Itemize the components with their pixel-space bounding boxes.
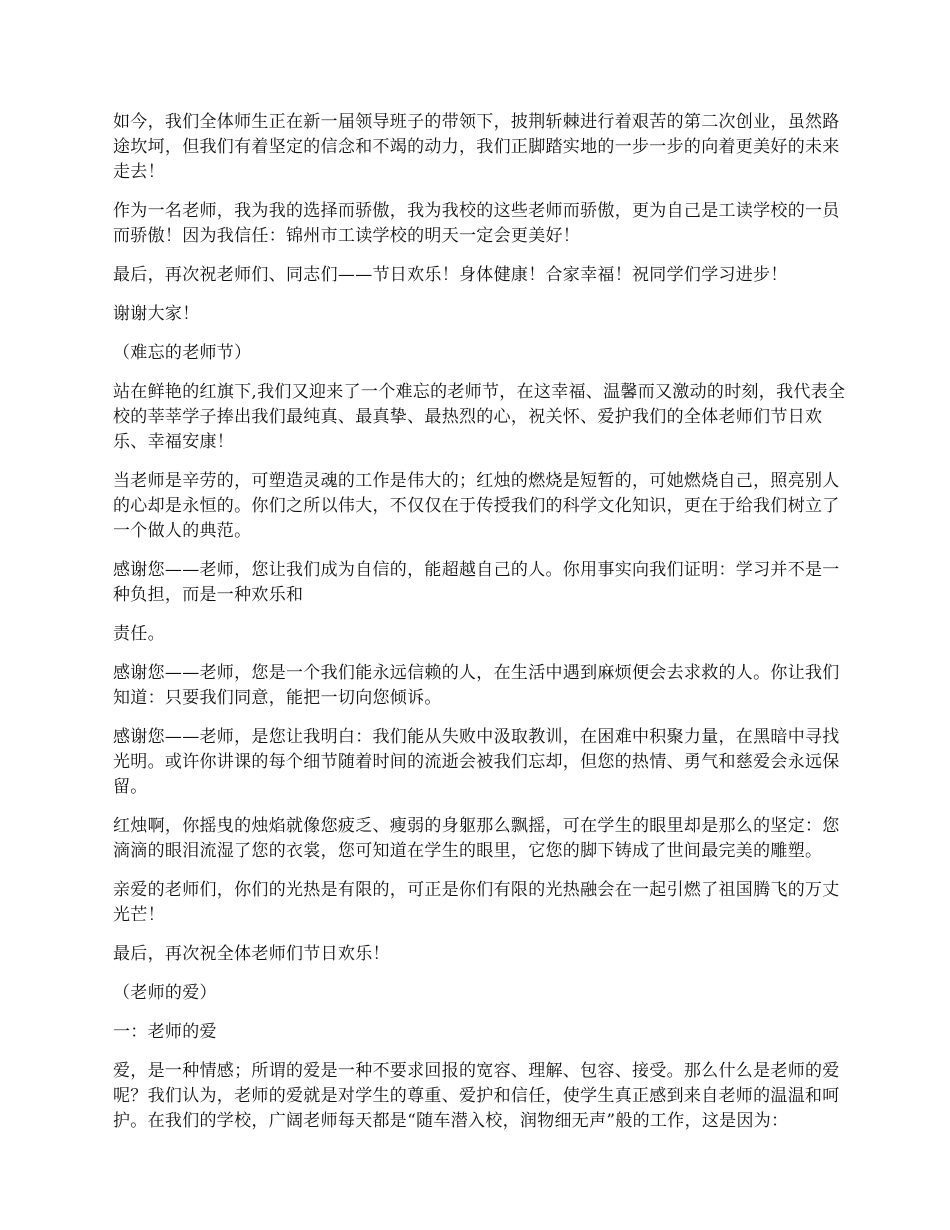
paragraph-17: 爱，是一种情感；所谓的爱是一种不要求回报的宽容、理解、包容、接受。那么什么是老师的爱呢？我们认为，老师的爱就是对学生的尊重、爱护和信任，使学生真正感到来自老师的温温和呵护。在我们的学校，广阔老师每天都是“随车潜入校，润物细无声”般的工作，这是因为： (113, 1061, 840, 1131)
paragraph-3: 最后，再次祝老师们、同志们——节日欢乐！身体健康！合家幸福！祝同学们学习进步！ (113, 265, 788, 285)
paragraph-2: 作为一名老师，我为我的选择而骄傲，我为我校的这些老师而骄傲，更为自己是工读学校的一员而骄傲！因为我信任：锦州市工读学校的明天一定会更美好！ (113, 201, 840, 246)
paragraph-1: 如今，我们全体师生正在新一届领导班子的带领下，披荆斩棘进行着艰苦的第二次创业，虽然路途坎坷，但我们有着坚定的信念和不竭的动力，我们正脚踏实地的一步一步的向着更美好的未来走去！ (113, 112, 840, 182)
paragraph-14: 最后，再次祝全体老师们节日欢乐！ (113, 944, 390, 964)
section-heading-teachers-love: （老师的爱） (113, 983, 217, 1003)
paragraph-10: 感谢您——老师，您是一个我们能永远信赖的人，在生活中遇到麻烦便会去求救的人。你让我们知道：只要我们同意，能把一切向您倾诉。 (113, 663, 840, 708)
paragraph-8: 感谢您——老师，您让我们成为自信的，能超越自己的人。你用事实向我们证明：学习并不是一种负担，而是一种欢乐和 (113, 560, 840, 605)
paragraph-7: 当老师是辛劳的，可塑造灵魂的工作是伟大的；红烛的燃烧是短暂的，可她燃烧自己，照亮别人的心却是永恒的。你们之所以伟大，不仅仅在于传授我们的科学文化知识，更在于给我们树立了一个做人的典范。 (113, 471, 840, 541)
subheading-teachers-love: 一：老师的爱 (113, 1022, 217, 1042)
paragraph-6: 站在鲜艳的红旗下,我们又迎来了一个难忘的老师节，在这幸福、温馨而又激动的时刻，我代表全校的莘莘学子捧出我们最纯真、最真挚、最热烈的心，祝关怀、爱护我们的全体老师们节日欢乐、幸福安康！ (113, 382, 846, 452)
paragraph-12: 红烛啊，你摇曳的烛焰就像您疲乏、瘦弱的身躯那么飘摇，可在学生的眼里却是那么的坚定：您滴滴的眼泪流湿了您的衣裳，您可知道在学生的眼里，它您的脚下铸成了世间最完美的雕塑。 (113, 816, 840, 861)
section-heading-memorable-teachers-day: （难忘的老师节） (113, 343, 252, 363)
paragraph-13: 亲爱的老师们，你们的光热是有限的，可正是你们有限的光热融会在一起引燃了祖国腾飞的万丈光芒！ (113, 880, 840, 925)
paragraph-4: 谢谢大家！ (113, 304, 200, 324)
paragraph-11: 感谢您——老师，是您让我明白：我们能从失败中汲取教训，在困难中积聚力量，在黑暗中寻找光明。或许你讲课的每个细节随着时间的流逝会被我们忘却，但您的热情、勇气和慈爱会永远保留。 (113, 727, 840, 797)
paragraph-9: 责任。 (113, 624, 165, 644)
